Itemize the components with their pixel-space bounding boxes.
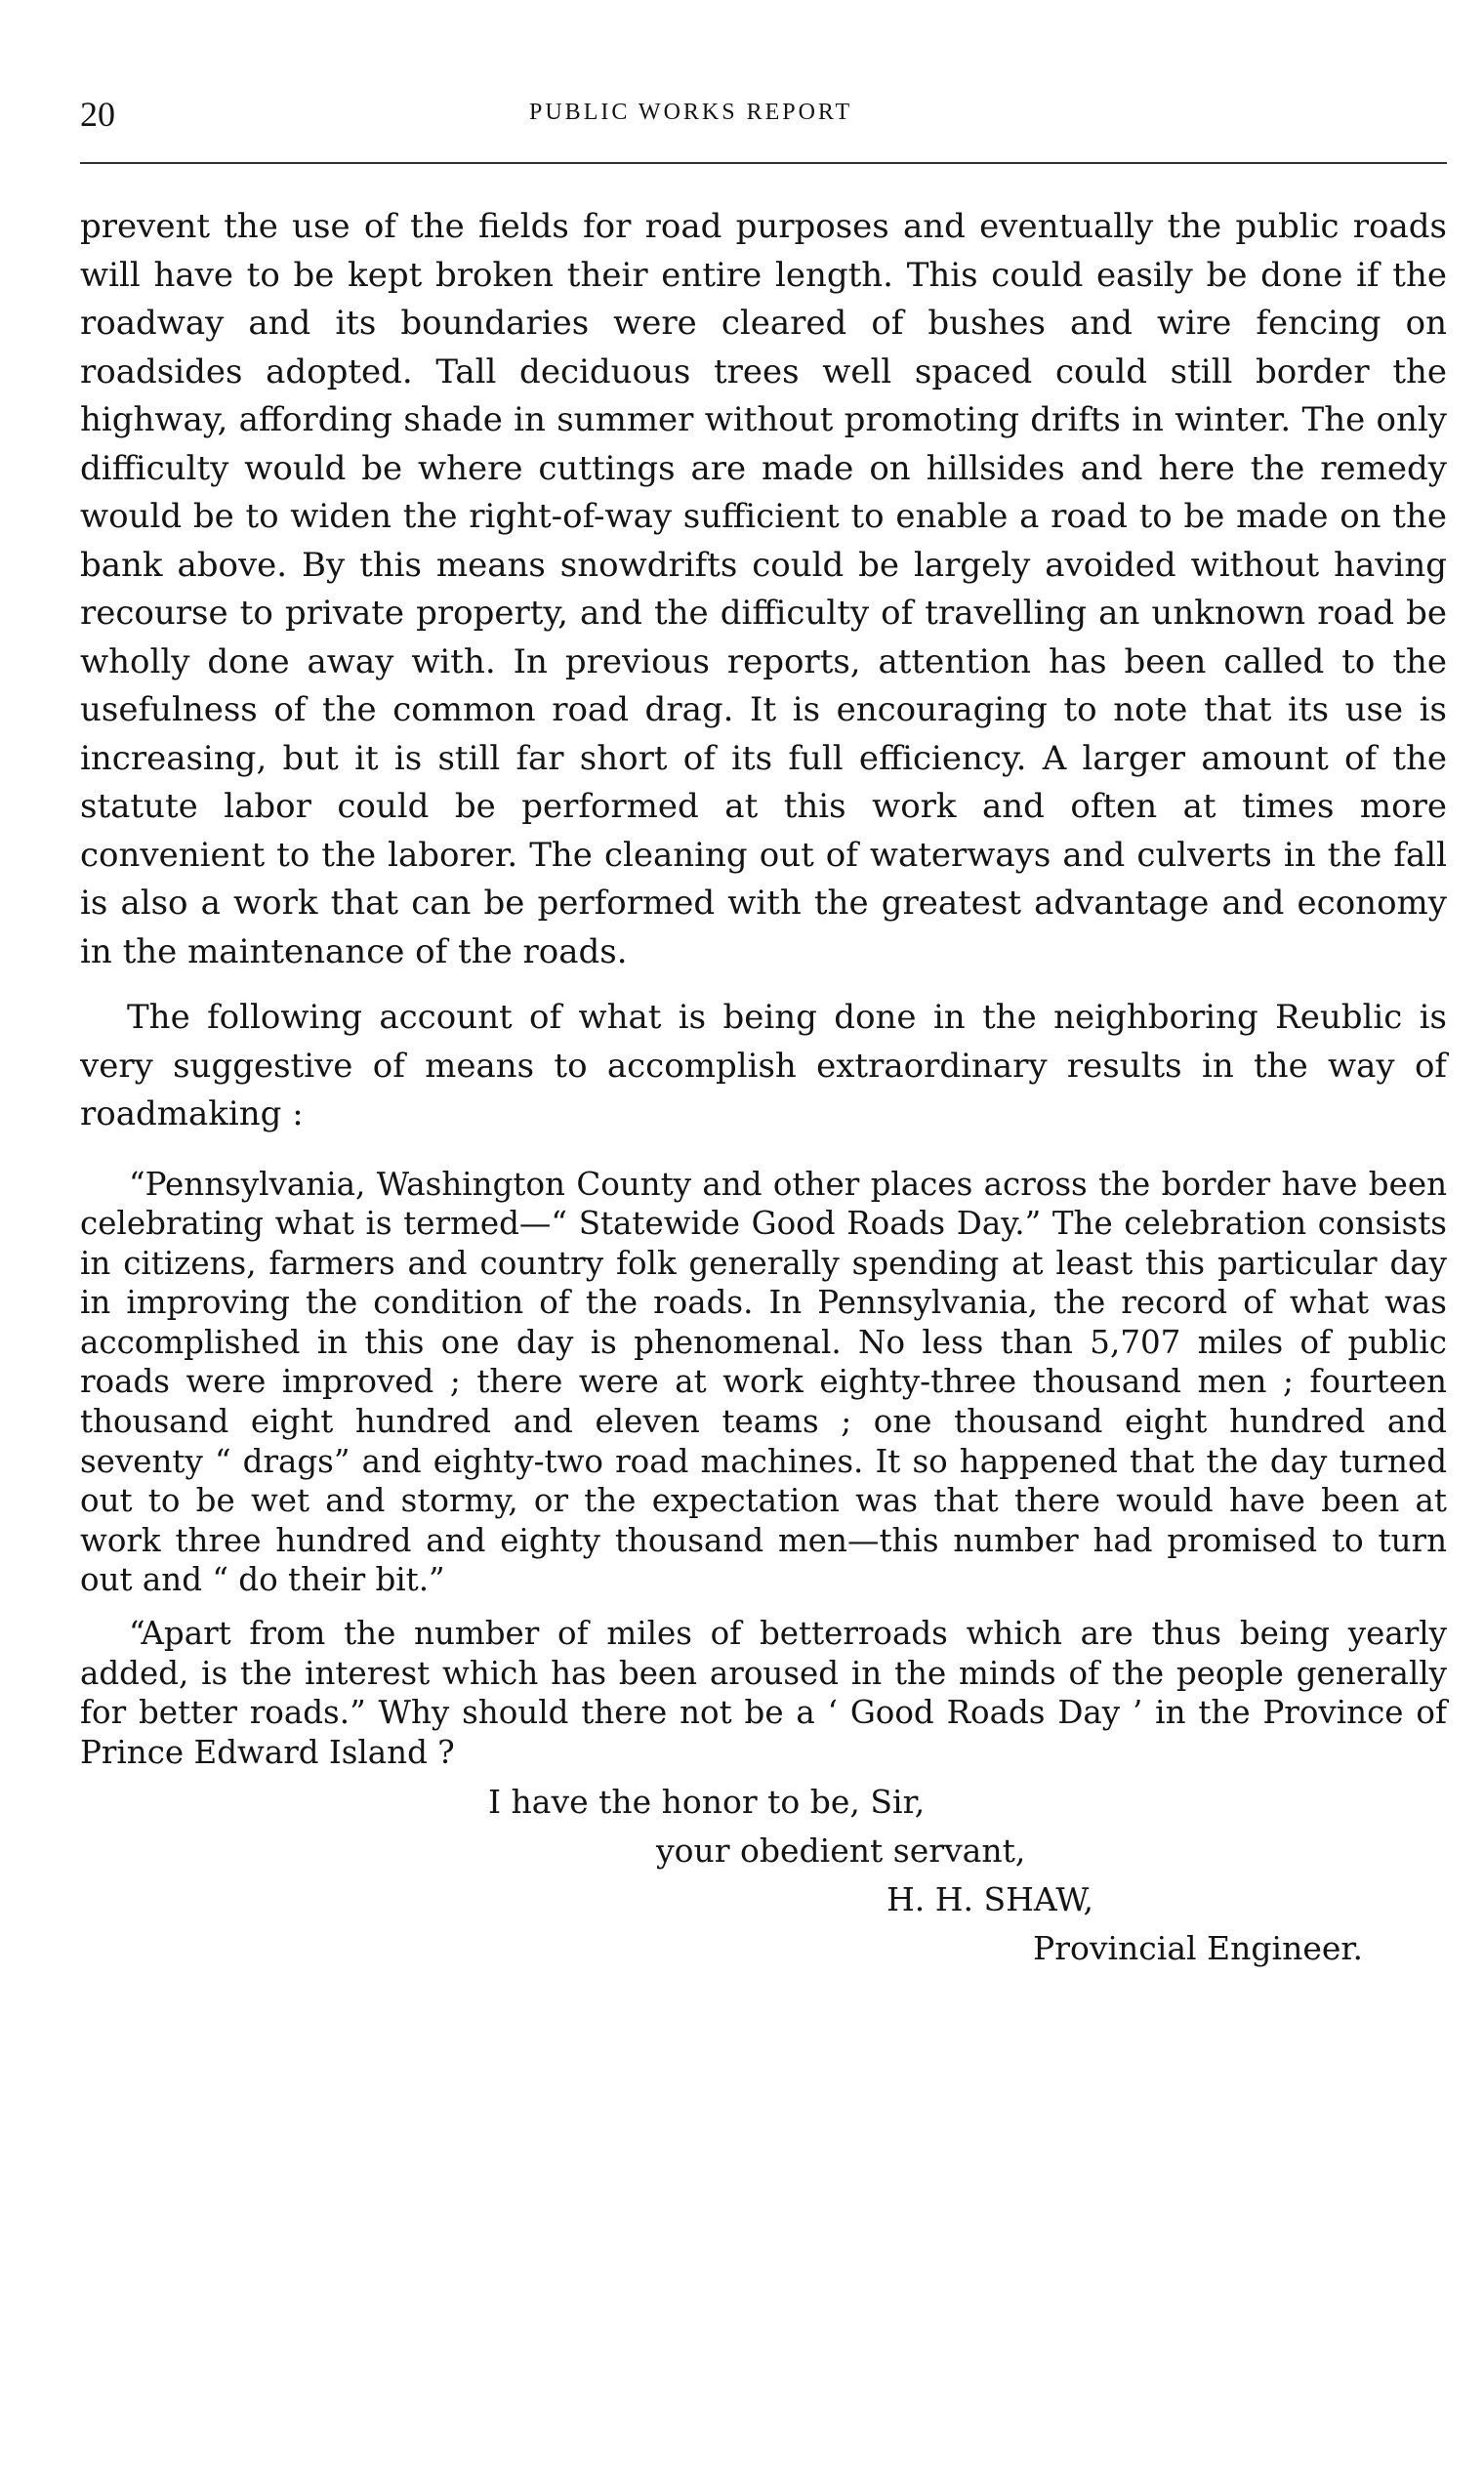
- document-body: [80, 203, 1447, 1973]
- quote-paragraph: “Pennsylvania, Washington County and other places across the border have been celebrating what is termed—“ Statewide Good Roads Day.” The celebration consists in citizens, farmers and country folk generally spending at least this particular day in improving the condition of the roads. In Pennsylvania, the record of what was accomplished in this one day is phenomenal. No less than 5,707 miles of public roads were improved ; there were at work eighty-three thousand men ; fourteen thousand eight hundred and eleven teams ; one thousand eight hundred and seventy “ drags” and eighty-two road machines. It so happened that the day turned out to be wet and stormy, or the expectation was that there would have been at work three hundred and eighty thousand men—this number had promised to turn out and “ do their bit.”: [80, 1165, 1447, 1599]
- closing-salutation: I have the honor to be, Sir,: [488, 1783, 926, 1822]
- quote-paragraph: “Apart from the number of miles of betterroads which are thus being yearly added, is the interest which has been aroused in the minds of the people generally for better roads.” Why should there not be a ‘ Good Roads Day ’ in the Province of Prince Edward Island ?: [80, 1615, 1447, 1771]
- body-paragraph: The following account of what is being done in the neighboring Reublic is very suggestive of means to accomplish extraordinary results in the way of roadmaking :: [80, 998, 1447, 1133]
- letter-closing: [80, 1778, 1447, 1973]
- closing-valediction: your obedient servant,: [656, 1832, 1026, 1871]
- quoted-passage: [80, 1165, 1447, 1773]
- signature-name: H. H. SHAW,: [886, 1880, 1094, 1919]
- page-header: [80, 94, 1447, 164]
- document-page: [80, 94, 1447, 1973]
- signature-title: Provincial Engineer.: [1033, 1929, 1364, 1968]
- page-number: 20: [80, 95, 115, 134]
- running-head: PUBLIC WORKS REPORT: [529, 100, 853, 125]
- body-paragraph: prevent the use of the fields for road purposes and eventually the public roads will have to be kept broken their entire length. This could easily be done if the roadway and its boundaries were cleared of bushes and wire fencing on roadsides adopted. Tall deciduous trees well spaced could still border the highway, affording shade in summer without promoting drifts in winter. The only difficulty would be where cuttings are made on hillsides and here the remedy would be to widen the right-of-way sufficient to enable a road to be made on the bank above. By this means snowdrifts could be largely avoided without having recourse to private property, and the difficulty of travelling an unknown road be wholly done away with. In previous reports, attention has been called to the usefulness of the common road drag. It is encouraging to note that its use is increasing, but it is still far short of its full efficiency. A larger amount of the statute labor could be performed at this work and often at times more convenient to the laborer. The cleaning out of waterways and culverts in the fall is also a work that can be performed with the greatest advantage and economy in the maintenance of the roads.: [80, 207, 1447, 971]
